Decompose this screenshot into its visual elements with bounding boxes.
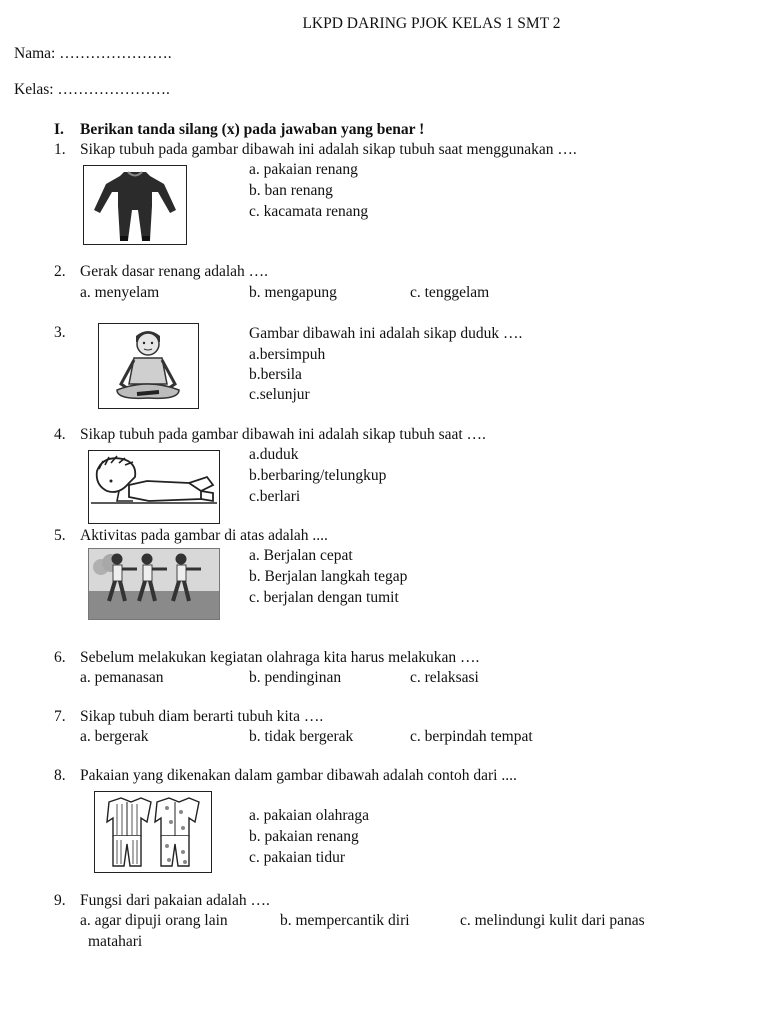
question-6-option-b[interactable]: b. pendinginan: [249, 669, 342, 686]
question-4-option-b[interactable]: b.berbaring/telungkup: [249, 467, 387, 484]
question-9-option-b[interactable]: b. mempercantik diri: [280, 912, 410, 929]
question-5-number: 5.: [54, 527, 66, 544]
swimsuit-icon: [84, 166, 186, 244]
question-7-option-c[interactable]: c. berpindah tempat: [410, 728, 533, 745]
question-2-option-a[interactable]: a. menyelam: [80, 284, 160, 301]
question-3-option-c[interactable]: c.selunjur: [249, 386, 310, 403]
question-7-number: 7.: [54, 708, 66, 725]
question-6-text: Sebelum melakukan kegiatan olahraga kita harus melakukan ….: [80, 649, 480, 666]
question-4-option-c[interactable]: c.berlari: [249, 488, 301, 505]
question-9-option-a[interactable]: a. agar dipuji orang lain: [80, 912, 228, 929]
question-3-text: Gambar dibawah ini adalah sikap duduk ….: [249, 325, 523, 342]
section-instruction: Berikan tanda silang (x) pada jawaban yang benar !: [80, 121, 425, 138]
swimsuit-image: [83, 165, 187, 245]
question-8-option-b[interactable]: b. pakaian renang: [249, 828, 359, 845]
question-8-text: Pakaian yang dikenakan dalam gambar dibawah adalah contoh dari ....: [80, 767, 517, 784]
question-5-option-b[interactable]: b. Berjalan langkah tegap: [249, 568, 408, 585]
question-4-number: 4.: [54, 426, 66, 443]
question-7-text: Sikap tubuh diam berarti tubuh kita ….: [80, 708, 324, 725]
question-9-number: 9.: [54, 892, 66, 909]
section-number: I.: [54, 121, 64, 138]
question-1-option-b[interactable]: b. ban renang: [249, 182, 333, 199]
question-3-option-a[interactable]: a.bersimpuh: [249, 346, 326, 363]
pajamas-icon: [95, 792, 211, 872]
question-6-number: 6.: [54, 649, 66, 666]
marching-children-image: [88, 548, 220, 620]
pajamas-image: [94, 791, 212, 873]
sitting-child-image: [98, 323, 199, 409]
marching-children-icon: [89, 549, 219, 619]
question-6-option-c[interactable]: c. relaksasi: [410, 669, 479, 686]
question-3-number: 3.: [54, 324, 66, 341]
nama-field: Nama: ………………….: [14, 45, 172, 62]
lying-prone-child-icon: [89, 451, 219, 523]
question-3-option-b[interactable]: b.bersila: [249, 366, 302, 383]
question-5-option-a[interactable]: a. Berjalan cepat: [249, 547, 353, 564]
question-7-option-a[interactable]: a. bergerak: [80, 728, 149, 745]
question-4-option-a[interactable]: a.duduk: [249, 446, 299, 463]
page-title: LKPD DARING PJOK KELAS 1 SMT 2: [302, 15, 561, 32]
cross-legged-child-icon: [99, 324, 198, 408]
question-8-option-a[interactable]: a. pakaian olahraga: [249, 807, 370, 824]
question-1-number: 1.: [54, 141, 66, 158]
kelas-field: Kelas: ………………….: [14, 81, 170, 98]
question-1-text: Sikap tubuh pada gambar dibawah ini adalah sikap tubuh saat menggunakan ….: [80, 141, 577, 158]
question-5-text: Aktivitas pada gambar di atas adalah ....: [80, 527, 328, 544]
question-8-option-c[interactable]: c. pakaian tidur: [249, 849, 345, 866]
question-2-number: 2.: [54, 263, 66, 280]
question-2-option-b[interactable]: b. mengapung: [249, 284, 337, 301]
lying-prone-image: [88, 450, 220, 524]
question-9-text: Fungsi dari pakaian adalah ….: [80, 892, 270, 909]
question-7-option-b[interactable]: b. tidak bergerak: [249, 728, 354, 745]
question-8-number: 8.: [54, 767, 66, 784]
question-1-option-a[interactable]: a. pakaian renang: [249, 161, 358, 178]
question-6-option-a[interactable]: a. pemanasan: [80, 669, 164, 686]
question-4-text: Sikap tubuh pada gambar dibawah ini adalah sikap tubuh saat ….: [80, 426, 486, 443]
question-9-option-c-continued: matahari: [88, 933, 143, 950]
question-2-option-c[interactable]: c. tenggelam: [410, 284, 490, 301]
question-2-text: Gerak dasar renang adalah ….: [80, 263, 269, 280]
question-9-option-c[interactable]: c. melindungi kulit dari panas: [460, 912, 645, 929]
question-5-option-c[interactable]: c. berjalan dengan tumit: [249, 589, 399, 606]
question-1-option-c[interactable]: c. kacamata renang: [249, 203, 369, 220]
